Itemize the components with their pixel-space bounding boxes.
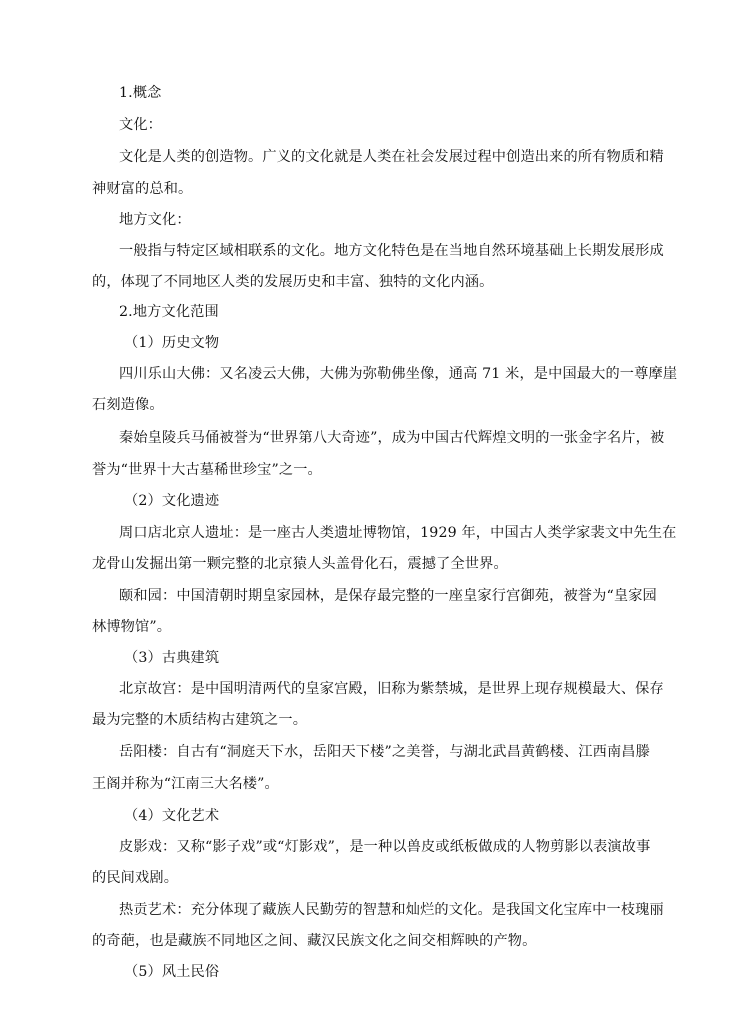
subheading-historical-relics: （1）历史文物 <box>124 335 220 351</box>
paragraph-line: 的，体现了不同地区人类的发展历史和丰富、独特的文化内涵。 <box>92 274 494 290</box>
paragraph-line: 北京故宫：是中国明清两代的皇家宫殿，旧称为紫禁城，是世界上现存规模最大、保存 <box>119 681 664 697</box>
paragraph-line: 四川乐山大佛：又名凌云大佛，大佛为弥勒佛坐像，通高 71 米，是中国最大的一尊摩崖 <box>119 366 678 382</box>
subheading-folk-customs: （5）风土民俗 <box>124 964 220 980</box>
paragraph-line: 颐和园：中国清朝时期皇家园林，是保存最完整的一座皇家行宫御苑，被誉为“皇家园 <box>119 588 657 604</box>
paragraph-line: 秦始皇陵兵马俑被誉为“世界第八大奇迹”，成为中国古代辉煌文明的一张金字名片，被 <box>119 430 665 446</box>
paragraph-line: 皮影戏：又称“影子戏”或“灯影戏”，是一种以兽皮或纸板做成的人物剪影以表演故事 <box>119 839 651 855</box>
subheading-cultural-sites: （2）文化遗迹 <box>124 493 220 509</box>
paragraph-line: 周口店北京人遗址：是一座古人类遗址博物馆，1929 年，中国古人类学家裴文中先生在 <box>119 525 677 541</box>
paragraph-line: 一般指与特定区域相联系的文化。地方文化特色是在当地自然环境基础上长期发展形成 <box>119 243 664 259</box>
paragraph-line: 岳阳楼：自古有“洞庭天下水，岳阳天下楼”之美誉，与湖北武昌黄鹤楼、江西南昌滕 <box>119 744 650 760</box>
paragraph-line: 誉为“世界十大古墓稀世珍宝”之一。 <box>92 462 322 478</box>
heading-scope: 2.地方文化范围 <box>119 304 219 320</box>
paragraph-line: 文化是人类的创造物。广义的文化就是人类在社会发展过程中创造出来的所有物质和精 <box>119 149 664 165</box>
paragraph-line: 最为完整的木质结构古建筑之一。 <box>92 712 308 728</box>
paragraph-line: 神财富的总和。 <box>92 181 193 197</box>
paragraph-line: 热贡艺术：充分体现了藏族人民勤劳的智慧和灿烂的文化。是我国文化宝库中一枝瑰丽 <box>119 902 664 918</box>
paragraph-line: 王阁并称为“江南三大名楼”。 <box>92 776 279 792</box>
term-culture: 文化： <box>119 117 163 133</box>
paragraph-line: 林博物馆”。 <box>92 619 172 635</box>
term-local-culture: 地方文化： <box>119 212 191 228</box>
subheading-cultural-arts: （4）文化艺术 <box>124 808 220 824</box>
paragraph-line: 的民间戏剧。 <box>92 870 179 886</box>
paragraph-line: 龙骨山发掘出第一颗完整的北京猿人头盖骨化石，震撼了全世界。 <box>92 556 508 572</box>
subheading-classical-architecture: （3）古典建筑 <box>124 650 220 666</box>
heading-concept: 1.概念 <box>119 85 162 101</box>
paragraph-line: 的奇葩，也是藏族不同地区之间、藏汉民族文化之间交相辉映的产物。 <box>92 933 537 949</box>
paragraph-line: 石刻造像。 <box>92 397 164 413</box>
